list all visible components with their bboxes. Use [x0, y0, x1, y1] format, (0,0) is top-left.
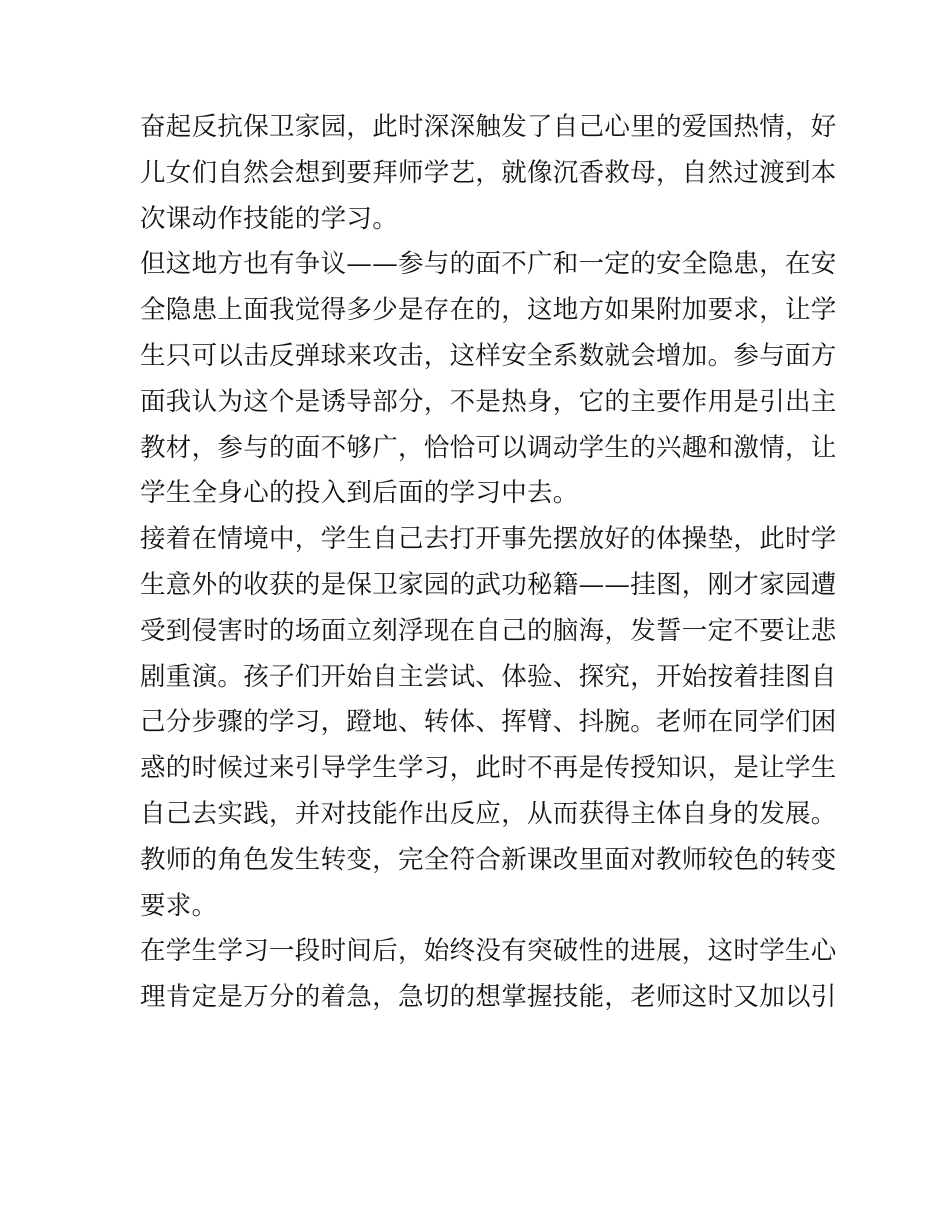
text-line: 全隐患上面我觉得多少是存在的，这地方如果附加要求，让学	[140, 295, 837, 326]
text-line: 奋起反抗保卫家园，此时深深触发了自己心里的爱国热情，好	[140, 112, 837, 142]
text-line: 要求。	[140, 890, 218, 921]
text-line: 理肯定是万分的着急，急切的想掌握技能，老师这时又加以引	[140, 982, 837, 1013]
text-line: 惑的时候过来引导学生学习，此时不再是传授知识，是让学生	[140, 753, 837, 784]
text-line: 教材，参与的面不够广，恰恰可以调动学生的兴趣和激情，让	[140, 432, 837, 463]
text-line: 但这地方也有争议——参与的面不广和一定的安全隐患，在安	[140, 249, 837, 280]
text-line: 接着在情境中，学生自己去打开事先摆放好的体操垫，此时学	[140, 524, 837, 555]
text-line: 面我认为这个是诱导部分，不是热身，它的主要作用是引出主	[140, 386, 837, 417]
text-line: 教师的角色发生转变，完全符合新课改里面对教师较色的转变	[140, 844, 837, 875]
text-line: 受到侵害时的场面立刻浮现在自己的脑海，发誓一定不要让悲	[140, 615, 837, 646]
text-line: 剧重演。孩子们开始自主尝试、体验、探究，开始按着挂图自	[140, 661, 837, 692]
text-line: 次课动作技能的学习。	[140, 203, 399, 234]
text-line: 己分步骤的学习，蹬地、转体、挥臂、抖腕。老师在同学们困	[140, 707, 837, 738]
document-body-text	[140, 105, 837, 1021]
text-line: 学生全身心的投入到后面的学习中去。	[140, 478, 579, 509]
text-line: 儿女们自然会想到要拜师学艺，就像沉香救母，自然过渡到本	[140, 157, 837, 188]
text-line: 自己去实践，并对技能作出反应，从而获得主体自身的发展。	[140, 798, 837, 829]
text-line: 生意外的收获的是保卫家园的武功秘籍——挂图，刚才家园遭	[140, 569, 837, 600]
text-line: 生只可以击反弹球来攻击，这样安全系数就会增加。参与面方	[140, 340, 837, 371]
text-line: 在学生学习一段时间后，始终没有突破性的进展，这时学生心	[140, 936, 837, 967]
